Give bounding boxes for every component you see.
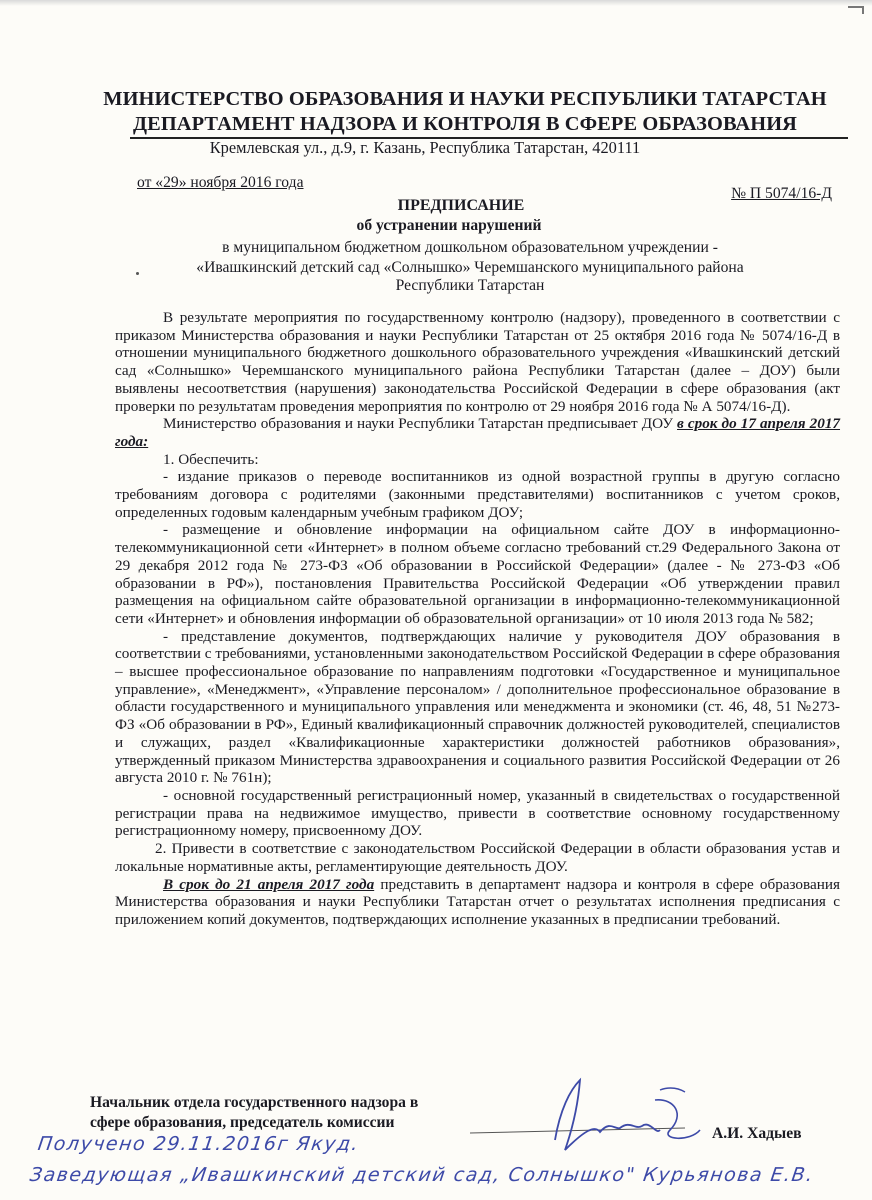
requirement-website: - размещение и обновление информации на официальном сайте ДОУ в информационно-телекоммуникационной сети «Интернет» в полном объеме согласно требований ст.29 Федерального Закона от 29 декабря 2012 года № 273-ФЗ «Об образовании в Российской Федерации» (далее - № 273-ФЗ «Об образовании в РФ»), постановления Правительства Российской Федерации «Об утверждении правил размещения на официальном сайте образовательной организации в информационно-телекоммуникационной сети «Интернет» и обновления информации об образовательной организации» от 10 июля 2013 года № 582;	[115, 521, 840, 627]
handwritten-receipt-line-1: Получено 29.11.2016г Якуд.	[36, 1133, 361, 1155]
report-text: представить в департамент надзора и контроля в сфере образования Министерства образования и науки Республики Татарстан отчет о результатах исполнения предписания с приложением копий документов, подтверждающих исполнение указанных в предписании требований.	[115, 875, 840, 928]
ministry-title: МИНИСТЕРСТВО ОБРАЗОВАНИЯ И НАУКИ РЕСПУБЛИКИ ТАТАРСТАН	[103, 88, 827, 110]
document-date	[137, 173, 304, 193]
date-text: от «29» ноября 2016 года	[137, 174, 304, 191]
requirement-registration-number: - основной государственный регистрационный номер, указанный в свидетельствах о государственной регистрации права на недвижимое имущество, привести в соответствие основному государственному регистрационному номеру, присвоенному ДОУ.	[115, 786, 840, 840]
prescription-deadline: в срок до 17 апреля 2017 года:	[115, 415, 841, 450]
scan-edge	[0, 0, 872, 6]
report-deadline: В срок до 21 апреля 2017 года	[163, 875, 375, 893]
signatory-position	[90, 1093, 418, 1133]
prescription-text: Министерство образования и науки Республики Татарстан предписывает ДОУ	[163, 415, 678, 433]
item-1-heading: 1. Обеспечить:	[163, 450, 259, 468]
requirement-orders: - издание приказов о переводе воспитанников из одной возрастной группы в другую согласно требованиям договора с родителями (законными представителями) воспитанников с учетом сроков, определенных годовым календарным учебным графиком ДОУ;	[115, 468, 840, 521]
signature-image	[460, 1070, 710, 1165]
document-body	[115, 309, 840, 929]
institution-line-3: Республики Татарстан	[395, 277, 545, 294]
item-2: 2. Привести в соответствие с законодательством Российской Федерации в области образования устав и локальные нормативные акты, регламентирующие деятельность ДОУ.	[115, 840, 840, 875]
address: Кремлевская ул., д.9, г. Казань, Республика Татарстан, 420111	[209, 138, 641, 157]
department-title: ДЕПАРТАМЕНТ НАДЗОРА И КОНТРОЛЯ В СФЕРЕ ОБРАЗОВАНИЯ	[132, 113, 797, 135]
document-number: № П 5074/16-Д	[731, 185, 832, 202]
report-paragraph	[115, 876, 840, 929]
prescription-paragraph	[115, 415, 840, 450]
position-line-1: Начальник отдела государственного надзора в	[90, 1094, 419, 1111]
institution-line-1: в муниципальном бюджетном дошкольном образовательном учреждении -	[222, 239, 718, 256]
requirement-head-education: - представление документов, подтверждающих наличие у руководителя ДОУ образования в соответствии с требованиями, установленными законодательством Российской Федерации в сфере образования – высшее профессиональное образование по направлениям подготовки «Государственное и муниципальное управление», «Менеджмент», «Управление персоналом» / дополнительное профессиональное образование в области государственного и муниципального управления или менеджмента и экономики (ст. 46, 48, 51 №273-ФЗ «Об образовании в РФ», Единый квалификационный справочник должностей руководителей, специалистов и служащих, раздел «Квалификационные характеристики должностей работников образования», утвержденный приказом Министерства здравоохранения и социального развития Российской Федерации от 26 августа 2010 г. № 761н);	[115, 627, 840, 787]
position-line-2: сфере образования, председатель комиссии	[90, 1114, 395, 1131]
document-title: ПРЕДПИСАНИЕ	[397, 197, 525, 214]
scan-speck	[136, 272, 139, 275]
corner-mark	[848, 6, 864, 14]
institution-line-2: «Ивашкинский детский сад «Солнышко» Черемшанского муниципального района	[196, 259, 744, 276]
signatory-name: А.И. Хадыев	[712, 1125, 802, 1142]
document-subtitle: об устранении нарушений	[356, 217, 542, 234]
intro-paragraph: В результате мероприятия по государственному контролю (надзору), проведенного в соответствии с приказом Министерства образования и науки Республики Татарстан от 25 октября 2016 года № 5074/16-Д в отношении муниципального бюджетного дошкольного образовательного учреждения «Ивашкинский детский сад «Солнышко» Черемшанского муниципального района Республики Татарстан (далее – ДОУ) были выявлены несоответствия (нарушения) законодательства Российской Федерации в сфере образования (акт проверки по результатам проведения мероприятия по контролю от 29 ноября 2016 года № А 5074/16-Д).	[115, 309, 840, 415]
handwritten-receipt-line-2: Заведующая „Ивашкинский детский сад, Солнышко" Курьянова Е.В.	[28, 1164, 816, 1186]
